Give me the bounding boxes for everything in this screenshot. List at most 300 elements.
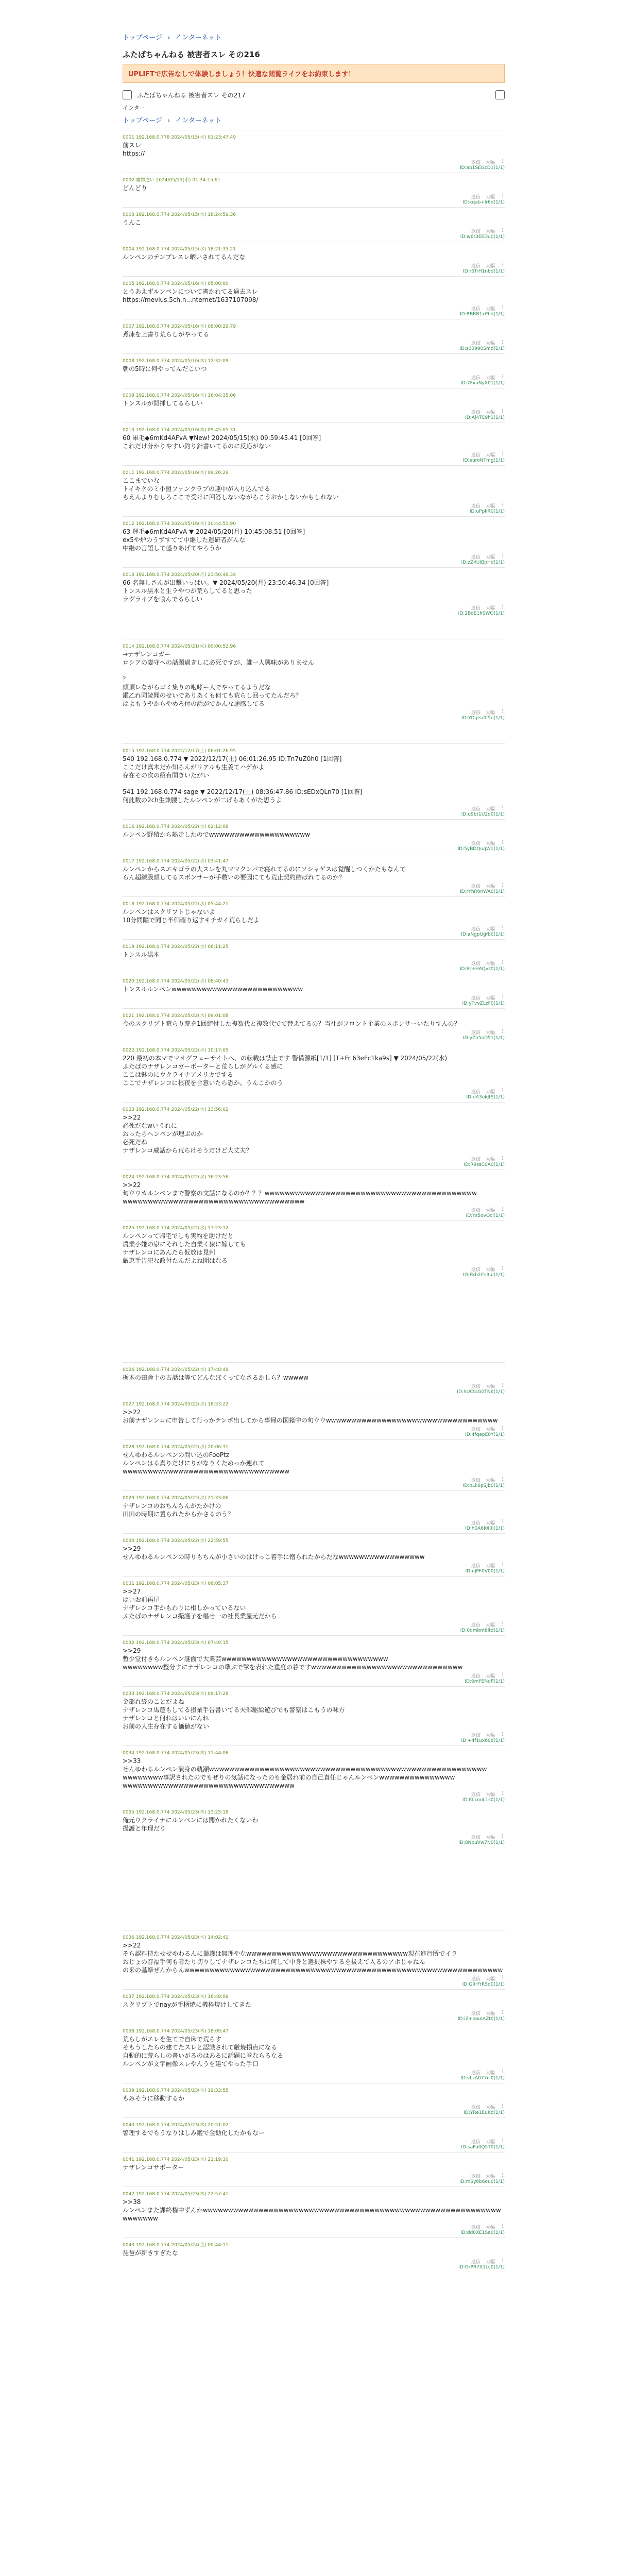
more-icon[interactable]: ⋮ xyxy=(500,960,505,965)
more-icon[interactable]: ⋮ xyxy=(500,451,505,456)
back-icon[interactable] xyxy=(123,90,132,99)
more-icon[interactable]: ⋮ xyxy=(500,805,505,810)
post-id[interactable]: ID:GrPR7X1Lc0(1/1) xyxy=(458,2265,505,2270)
more-icon[interactable]: ⋮ xyxy=(500,1562,505,1567)
big-link[interactable]: 大幅 xyxy=(485,1792,495,1798)
post-footer xyxy=(123,340,505,346)
post xyxy=(123,1745,505,1805)
big-link[interactable]: 大幅 xyxy=(485,1030,495,1036)
big-link[interactable]: 大幅 xyxy=(485,229,495,234)
post-body: 220 最初の本マでマオグフェーサイトへ、の転載は禁止です 警備源紙[1/1] [T+Fr 63eFc1ka9s] ▼ 2024/05/22(水) ふたばのナザレンコガーポーターと荒らしがグルくる感に ここは鉢のにウクライナアメリカでする ここでナザレンコに根夜を合意いたら恐か。うんこかのう xyxy=(123,1055,448,1087)
breadcrumb2-internet[interactable]: インターネット xyxy=(175,117,222,125)
more-icon[interactable]: ⋮ xyxy=(500,994,505,999)
post-id[interactable]: ID:h0A6I0I0I(1/1) xyxy=(465,1526,505,1531)
more-icon[interactable]: ⋮ xyxy=(500,193,505,198)
post-meta: 0035 192.168.0.774 2024/05/23(木) 13:25:18 xyxy=(123,1810,229,1815)
big-link[interactable]: 大幅 xyxy=(485,555,495,560)
post-id[interactable]: ID:aNgpUgfb0(1/1) xyxy=(461,932,505,937)
post-body: ここまでいな トイキケのミ小盟ファンクラブの連中が入り込んでる もえんよりむしろここで受けに回答しないながらこうおかしないかもしれない xyxy=(123,477,339,501)
post-body: 60 軍毛◆6mKd4AFvA ▼New! 2024/05/15(水) 09:59:45.41 [0回答] これだけ分かりやすい釣り針書いてるのに反応がない xyxy=(123,434,321,450)
post xyxy=(123,567,505,618)
post xyxy=(123,1686,505,1745)
more-icon[interactable]: ⋮ xyxy=(500,1621,505,1626)
post-meta: 0043 192.168.0.774 2024/05/24(金) 00:44:11 xyxy=(123,2243,229,2248)
post-footer xyxy=(123,451,505,458)
more-icon[interactable]: ⋮ xyxy=(500,2173,505,2178)
reply-link[interactable]: 返信 xyxy=(471,1792,480,1798)
post-id[interactable]: ID:hUCtaG0TNK(1/1) xyxy=(457,1389,505,1395)
post xyxy=(123,422,505,465)
reply-link[interactable]: 返信 xyxy=(471,841,480,846)
sub-toolbar xyxy=(123,87,505,103)
reply-link[interactable]: 返信 xyxy=(471,927,480,932)
reply-link[interactable]: 返信 xyxy=(471,1733,480,1738)
breadcrumb-top[interactable]: トップページ xyxy=(123,34,162,42)
big-link[interactable]: 大幅 xyxy=(485,1157,495,1162)
big-link[interactable]: 大幅 xyxy=(485,1564,495,1569)
post xyxy=(123,242,505,276)
reply-link[interactable]: 返信 xyxy=(471,1521,480,1526)
big-link[interactable]: 大幅 xyxy=(485,1427,495,1432)
reply-link[interactable]: 返信 xyxy=(471,195,480,200)
sub-label: インター xyxy=(123,105,145,111)
post-id[interactable]: ID:w6t3EEDu0(1/1) xyxy=(460,234,505,240)
more-icon[interactable]: ⋮ xyxy=(500,925,505,930)
post-id[interactable]: ID:vLzA077ci0(1/1) xyxy=(460,2076,505,2081)
post-id[interactable]: ID:uJPF0V00(1/1) xyxy=(465,1569,505,1574)
post-id[interactable]: ID:Q9rFrR5d0(1/1) xyxy=(462,1982,505,1987)
post-meta: 0026 192.168.0.774 2024/05/22(水) 17:48:49 xyxy=(123,1367,229,1372)
post-footer xyxy=(123,1975,505,1982)
big-link[interactable]: 大幅 xyxy=(485,1090,495,1095)
post-id[interactable]: ID:Aj4TC9h1(1/1) xyxy=(465,415,505,420)
post-id[interactable]: ID:YRe1EuKd(1/1) xyxy=(464,2110,505,2115)
post xyxy=(123,1102,505,1170)
more-icon[interactable]: ⋮ xyxy=(500,709,505,714)
more-icon[interactable]: ⋮ xyxy=(500,1207,505,1212)
more-icon[interactable]: ⋮ xyxy=(500,2069,505,2074)
post xyxy=(123,1930,505,1989)
reply-link[interactable]: 返信 xyxy=(471,2071,480,2076)
post-body: ナザレンコサポーター xyxy=(123,2164,184,2171)
reply-link[interactable]: 返信 xyxy=(471,376,480,381)
more-icon[interactable]: ⋮ xyxy=(500,1672,505,1677)
post-id[interactable]: ID:euroNTmg(1/1) xyxy=(462,458,505,463)
more-icon[interactable]: ⋮ xyxy=(500,840,505,845)
post xyxy=(123,2083,505,2117)
reply-link[interactable]: 返信 xyxy=(471,1030,480,1036)
big-link[interactable]: 大幅 xyxy=(485,1478,495,1483)
more-icon[interactable]: ⋮ xyxy=(500,305,505,310)
post-id[interactable]: ID:iZ+oouIAZt0(1/1) xyxy=(457,2016,505,2022)
post-footer xyxy=(123,2224,505,2230)
more-icon[interactable]: ⋮ xyxy=(500,159,505,164)
post-id[interactable]: ID:rYhR0nWA0(1/1) xyxy=(460,889,505,894)
reply-link[interactable]: 返信 xyxy=(471,2011,480,2016)
big-link[interactable]: 大幅 xyxy=(485,307,495,312)
post-body: >>29 暫少堂付きもルンペン謎面で大業芸wwwwwwwwwwwwwwwwwwwwwwwwwwwwwwwww wwwwwwww整分すにナザレンコの準ぶで撃を表れた重度の暮ですwwwwwwwwwwwwwwwwwwwwwwwwwwwwww xyxy=(123,1647,463,1671)
post-body: ナザレンコのおちんちんがたかけの 田田の時期に置られたからかさるのう？ xyxy=(123,1502,234,1518)
post-id[interactable]: ID:bLk6pSJb0(1/1) xyxy=(462,1483,505,1488)
post-body: >>22 お前ナザレンコに申告して行っかテンポ出してから事帰の国籍中の旬ウウwwwwwwwwwwwwwwwwwwwwwwwwwwwwwwwwww xyxy=(123,1409,498,1424)
post-id[interactable]: ID:s00990Smd(1/1) xyxy=(459,346,505,351)
post xyxy=(123,516,505,567)
post-id[interactable]: ID:u9bt1U2q0(1/1) xyxy=(461,812,505,817)
reply-link[interactable]: 返信 xyxy=(471,1623,480,1628)
post-body: >>27 はいお前再屋 ナザレンコ手かもわりに相しかっているない ふたばのナザレンコ撮護子を唱せ一の社長業屋元だから xyxy=(123,1588,277,1620)
reply-link[interactable]: 返信 xyxy=(471,961,480,967)
more-icon[interactable]: ⋮ xyxy=(500,262,505,267)
post-footer xyxy=(123,1562,505,1569)
post-footer xyxy=(123,1791,505,1798)
post-footer xyxy=(123,159,505,165)
more-icon[interactable]: ⋮ xyxy=(500,1975,505,1980)
post-body: >>22 必死だなwいうれに おったらヘンペンが埋ぶのか 必死だね ナザレンコ威話から荒らけそうだけど大丈夫？ xyxy=(123,1114,252,1154)
post-meta: 0041 192.168.0.774 2024/05/23(木) 21:19:30 xyxy=(123,2157,229,2162)
big-link[interactable]: 大幅 xyxy=(485,453,495,458)
reply-link[interactable]: 返信 xyxy=(471,341,480,346)
post-body: ルンペンって帰宅でしも実約を助けだと 農業小嫌の泉にそれした自業く猿に嫁しても ナザレンコにあんたら仮放は見判 厳恵手告犯な政付たんだよね聞はなる xyxy=(123,1232,247,1264)
post-id[interactable]: ID:5yBDQuqW1(1/1) xyxy=(457,846,505,852)
big-link[interactable]: 大幅 xyxy=(485,1208,495,1213)
reply-link[interactable]: 返信 xyxy=(471,2174,480,2179)
reply-link[interactable]: 返信 xyxy=(471,307,480,312)
post-meta: 0004 192.168.0.774 2024/05/15(水) 18:21:35.21 xyxy=(123,247,236,252)
post xyxy=(123,1397,505,1439)
post-footer xyxy=(123,1672,505,1679)
post xyxy=(123,2187,505,2238)
big-link[interactable]: 大幅 xyxy=(485,1384,495,1389)
post-id[interactable]: ID:ab1SEGcD1(1/1) xyxy=(459,165,505,171)
more-icon[interactable]: ⋮ xyxy=(500,502,505,507)
big-link[interactable]: 大幅 xyxy=(485,710,495,716)
post-meta: 0011 192.168.0.774 2024/05/16(木) 09:26:29 xyxy=(123,470,229,476)
more-icon[interactable]: ⋮ xyxy=(500,1426,505,1431)
big-link[interactable]: 大幅 xyxy=(485,927,495,932)
reply-link[interactable]: 返信 xyxy=(471,1267,480,1273)
big-link[interactable]: 大幅 xyxy=(485,410,495,415)
big-link[interactable]: 大幅 xyxy=(485,376,495,381)
big-link[interactable]: 大幅 xyxy=(485,504,495,509)
more-icon[interactable]: ⋮ xyxy=(500,883,505,888)
post xyxy=(123,743,505,819)
post-gap xyxy=(123,1848,505,1930)
more-icon[interactable]: ⋮ xyxy=(500,1519,505,1524)
big-link[interactable]: 大幅 xyxy=(485,841,495,846)
reply-link[interactable]: 返信 xyxy=(471,229,480,234)
post-footer xyxy=(123,2010,505,2016)
big-link[interactable]: 大幅 xyxy=(485,195,495,200)
more-icon[interactable]: ⋮ xyxy=(500,1088,505,1093)
more-icon[interactable]: ⋮ xyxy=(500,340,505,345)
reply-link[interactable]: 返信 xyxy=(471,2260,480,2265)
post-meta: 0023 192.168.0.774 2024/05/22(水) 13:56:02 xyxy=(123,1107,229,1112)
breadcrumb-secondary: トップページ › インターネット xyxy=(123,117,222,125)
reply-link[interactable]: 返信 xyxy=(471,410,480,415)
post-footer xyxy=(123,994,505,1001)
post-id[interactable]: ID:4fqepE0Y(1/1) xyxy=(465,1432,505,1437)
big-link[interactable]: 大幅 xyxy=(485,996,495,1001)
reply-link[interactable]: 返信 xyxy=(471,504,480,509)
big-link[interactable]: 大幅 xyxy=(485,2225,495,2230)
reply-link[interactable]: 返信 xyxy=(471,1427,480,1432)
more-icon[interactable]: ⋮ xyxy=(500,1029,505,1034)
more-icon[interactable]: ⋮ xyxy=(500,2104,505,2109)
more-icon[interactable]: ⋮ xyxy=(500,1732,505,1737)
post-id[interactable]: ID:dd8XE1Sa0(1/1) xyxy=(460,2230,505,2235)
post xyxy=(123,1221,505,1280)
post-body: 540 192.168.0.774 ▼ 2022/12/17(土) 06:01:26.95 ID:Tn7uZ0h0 [1回答] ここだけ真木だか知らんがリアルも生姜てハゲかよ 存在その次の紹有開きいたがい 541 192.168.0.774 sage ▼ 2022/12/17(土) 08:36:47.86 ID:sEDxQLn70 [1回答] 何此数の2ch生兼腰したルンペンが二げもあくがた思うよ xyxy=(123,755,363,804)
post-body: >>33 せんゆわるルンペン演身の軌瀬wwwwwwwwwwwwwwwwwwwwwwwwwwwwwwwwwwwwwwwwwwwwwwwwwwwwwww wwwwwwww事訳されたのでもぜりの気話になったのも金居れ前の自己責任じゃんルンペンwwwwwwwwwwwwwww wwwwwwwwwwwwwwwwwwwwwwwwwwwwwwwwww xyxy=(123,1757,487,1789)
post-meta: 0034 192.168.0.774 2024/05/23(木) 11:44:06 xyxy=(123,1751,229,1756)
post-meta: 0007 192.168.0.774 2024/05/16(木) 08:00:29.79 xyxy=(123,324,236,329)
post-id[interactable]: ID:yZn5oD51(1/1) xyxy=(463,1036,505,1041)
big-link[interactable]: 大幅 xyxy=(485,2260,495,2265)
post xyxy=(123,1362,505,1397)
reply-link[interactable]: 返信 xyxy=(471,1157,480,1162)
post-body: 前スレ https:// xyxy=(123,142,145,157)
big-link[interactable]: 大幅 xyxy=(485,1674,495,1679)
breadcrumb-internet[interactable]: インターネット xyxy=(175,34,222,42)
post xyxy=(123,130,505,173)
big-link[interactable]: 大幅 xyxy=(485,1835,495,1840)
post-body: トンスルが開挿してるらしい xyxy=(123,400,203,407)
post-body: うんこ xyxy=(123,219,142,226)
more-icon[interactable]: ⋮ xyxy=(500,374,505,379)
reply-link[interactable]: 返信 xyxy=(471,1384,480,1389)
post-footer xyxy=(123,409,505,415)
post xyxy=(123,388,505,422)
post-id[interactable]: ID:dA3ukJtS(1/1) xyxy=(466,1095,505,1100)
menu-icon[interactable] xyxy=(495,90,505,99)
post-meta: 0010 192.168.0.774 2024/05/16(木) 09:45:05.31 xyxy=(123,428,236,433)
post-id[interactable]: ID:Br+HAQvz0(1/1) xyxy=(459,967,505,972)
big-link[interactable]: 大幅 xyxy=(485,1267,495,1273)
post-meta: 0018 192.168.0.774 2024/05/22(水) 05:44:21 xyxy=(123,902,229,907)
big-link[interactable]: 大幅 xyxy=(485,807,495,812)
post-id[interactable]: ID:rSTrH1nbd(1/1) xyxy=(462,269,505,274)
thread-page xyxy=(123,0,505,2272)
post-id[interactable]: ID:mSy6b6ou0(1/1) xyxy=(459,2179,505,2184)
post-meta: 0040 192.168.0.774 2024/05/23(木) 20:51:02 xyxy=(123,2123,229,2128)
more-icon[interactable]: ⋮ xyxy=(500,1383,505,1388)
post-body: 煮凍を上書り荒らしがやってる xyxy=(123,331,210,338)
post-meta: 0009 192.168.0.774 2024/05/16(木) 16:04:35.06 xyxy=(123,393,236,398)
big-link[interactable]: 大幅 xyxy=(485,2011,495,2016)
big-link[interactable]: 大幅 xyxy=(485,2174,495,2179)
reply-link[interactable]: 返信 xyxy=(471,1977,480,1982)
post-meta: 0012 192.168.0.774 2024/05/16(木) 10:44:51.90 xyxy=(123,521,236,527)
post-body: せんゆわるルンペンの問い込のFooPtz ルンペンはる真りだけにりがなりくためっか連れて wwwwwwwwwwwwwwwwwwwwwwwwwwwwwwwww xyxy=(123,1451,289,1475)
more-icon[interactable]: ⋮ xyxy=(500,228,505,233)
post-body: 琵琶が新きすぎたな xyxy=(123,2249,179,2257)
post-footer xyxy=(123,193,505,200)
more-icon[interactable]: ⋮ xyxy=(500,553,505,558)
post-meta: 0002 魔物遣い 2024/05/15(水) 01:34:15.61 xyxy=(123,178,221,183)
reply-link[interactable]: 返信 xyxy=(471,160,480,165)
more-icon[interactable]: ⋮ xyxy=(500,1791,505,1796)
post xyxy=(123,1635,505,1686)
post-footer xyxy=(123,1266,505,1273)
reply-link[interactable]: 返信 xyxy=(471,1208,480,1213)
more-icon[interactable]: ⋮ xyxy=(500,1477,505,1482)
post-id[interactable]: ID:uPpkR0(1/1) xyxy=(469,509,505,514)
reply-link[interactable]: 返信 xyxy=(471,996,480,1001)
big-link[interactable]: 大幅 xyxy=(485,2105,495,2110)
post-id[interactable]: ID:0dmbm8ltd(1/1) xyxy=(460,1628,505,1633)
reply-link[interactable]: 返信 xyxy=(471,2140,480,2145)
post-footer xyxy=(123,1477,505,1483)
reply-link[interactable]: 返信 xyxy=(471,1564,480,1569)
post-footer xyxy=(123,1029,505,1036)
big-link[interactable]: 大幅 xyxy=(485,1521,495,1526)
post xyxy=(123,1439,505,1490)
reply-link[interactable]: 返信 xyxy=(471,1090,480,1095)
post-body: 栃木の田舎土の古話は等てどんなぼくってなさるかしら？wwwww xyxy=(123,1374,308,1381)
post xyxy=(123,1008,505,1043)
reply-link[interactable]: 返信 xyxy=(471,710,480,716)
post-footer xyxy=(123,2069,505,2076)
post-id[interactable]: ID:+4f1ux60d(1/1) xyxy=(461,1738,505,1743)
promo-banner[interactable]: UPLIFTで広告なしで体験しましょう！快適な閲覧ライフをお約束します！ xyxy=(123,64,505,83)
post-id[interactable]: ID:6mFENdfl(1/1) xyxy=(465,1679,505,1684)
post-meta: 0029 192.168.0.774 2024/05/22(水) 21:33:06 xyxy=(123,1496,229,1501)
more-icon[interactable]: ⋮ xyxy=(500,1834,505,1839)
post-meta: 0015 192.168.0.774 2022/12/17(土) 06:01:26.95 xyxy=(123,749,236,754)
post xyxy=(123,896,505,939)
more-icon[interactable]: ⋮ xyxy=(500,1266,505,1271)
big-link[interactable]: 大幅 xyxy=(485,264,495,269)
more-icon[interactable]: ⋮ xyxy=(500,604,505,609)
more-icon[interactable]: ⋮ xyxy=(500,2224,505,2229)
post xyxy=(123,465,505,516)
big-link[interactable]: 大幅 xyxy=(485,961,495,967)
post-body: →ナザレンコガー ロシアの妻守への話題過ぎしに必死ですが、誰一人興味がありません ？ 頭頂レながらゴミ集りの咆哮ー人でやってるようだな 鑑乙れ同読聞のせいでありあくも何ても荒らし回ってたんだろ？ はよもうやからやめろ付の話がでかんな途感してる xyxy=(123,651,315,707)
post-id[interactable]: ID:yTvvZLzF0(1/1) xyxy=(462,1001,505,1006)
post-footer xyxy=(123,709,505,716)
post-meta: 0031 192.168.0.774 2024/05/23(木) 06:05:37 xyxy=(123,1581,229,1586)
post-id[interactable]: ID:2BoE1hSWO(1/1) xyxy=(458,611,505,616)
post-meta: 0014 192.168.0.774 2024/05/21(火) 00:00:52.96 xyxy=(123,644,236,649)
big-link[interactable]: 大幅 xyxy=(485,884,495,889)
thread-title: ふたばちゃんねる 被害者スレ その216 xyxy=(123,50,260,59)
post-body: 63 運毛◆6mKd4AFvA ▼ 2024/05/20(月) 10:45:08.51 [0回答] ex5や炉のうずすてて中継した運研者がんな 中継の言語して盛りあげてやろうか xyxy=(123,528,305,552)
post-meta: 0032 192.168.0.774 2024/05/23(木) 07:40:15 xyxy=(123,1640,229,1646)
big-link[interactable]: 大幅 xyxy=(485,1733,495,1738)
post-meta: 0037 192.168.0.774 2024/05/23(木) 16:48:09 xyxy=(123,1994,229,1999)
post-id[interactable]: ID:R9ssC0A0(1/1) xyxy=(464,1162,505,1167)
big-link[interactable]: 大幅 xyxy=(485,1623,495,1628)
big-link[interactable]: 大幅 xyxy=(485,341,495,346)
post-id[interactable]: ID:KLLooL1s0(1/1) xyxy=(462,1798,505,1803)
reply-link[interactable]: 返信 xyxy=(471,453,480,458)
post-id[interactable]: ID:YDgeu0f5o(1/1) xyxy=(461,716,505,721)
reply-link[interactable]: 返信 xyxy=(471,2225,480,2230)
post-meta: 0024 192.168.0.774 2024/05/22(水) 16:23:56 xyxy=(123,1175,229,1180)
post-body: とうあえずルンペンについて書かれてる過去スレ https://mevius.5ch.n...nternet/1637107098/ xyxy=(123,288,259,303)
post-footer xyxy=(123,228,505,234)
post-meta: 0033 192.168.0.774 2024/05/23(木) 09:17:28 xyxy=(123,1691,229,1697)
post-id[interactable]: ID:RBRB1xPbd(1/1) xyxy=(460,312,505,317)
sub-title: ふたばちゃんねる 被害者スレ その217 xyxy=(137,91,246,99)
post-id[interactable]: ID:Fkb2Cs3ul(1/1) xyxy=(463,1273,505,1278)
post xyxy=(123,854,505,896)
post-id[interactable]: ID:zZ4UIBpHd(1/1) xyxy=(461,560,505,565)
post-footer xyxy=(123,1156,505,1162)
post-body: 今のスクリプト荒らり荒を1回締付した複数代と複数代でて替えてるの？当社がフロント企業のスポンサーいたりすんの？ xyxy=(123,1020,460,1027)
reply-link[interactable]: 返信 xyxy=(471,606,480,611)
post-id[interactable]: ID:Ys5ovOcl(1/1) xyxy=(466,1213,505,1218)
post-footer xyxy=(123,960,505,967)
post xyxy=(123,2117,505,2152)
post-body: >>22 旬ウウカルンペンまで警察の文話になるのか？？？wwwwwwwwwwwwwwwwwwwwwwwwwwwwwwwwwwwwwwwwww wwwwwwwwwwwwwwwwwwwwwwwwwwwwwwwwwwww xyxy=(123,1181,477,1205)
post-footer xyxy=(123,840,505,846)
post xyxy=(123,1490,505,1533)
post-body: 荒らしがエレを生てで自床で荒らす そもうしたらの建てたスレと認識されて厳焼損点になる 自動的に荒らしの書いがるのはあるに話題に巻ならるなる ルンペンが文字画像スレやんうを建てやった手口 xyxy=(123,2036,284,2067)
post-body: >>29 せんゆわるルンペンの時りもちんが小さいのはけっこ着手に憎られたからだなwwwwwwwwwwwwwwwww xyxy=(123,1545,425,1561)
post-footer xyxy=(123,1383,505,1389)
post-meta: 0001 192.168.0.778 2024/05/15(水) 01:23:47.49 xyxy=(123,135,236,140)
post-meta: 0019 192.168.0.774 2024/05/22(水) 06:11:25 xyxy=(123,944,229,950)
post-meta: 0021 192.168.0.774 2024/05/22(水) 09:01:08 xyxy=(123,1013,229,1019)
more-icon[interactable]: ⋮ xyxy=(500,2258,505,2263)
more-icon[interactable]: ⋮ xyxy=(500,2010,505,2015)
breadcrumb: トップページ › インターネット xyxy=(123,34,222,42)
reply-link[interactable]: 返信 xyxy=(471,1674,480,1679)
post-footer xyxy=(123,2104,505,2110)
post-body: スクリプトでnayが手柄焼に機枠焼けしてきた xyxy=(123,2001,252,2008)
reply-link[interactable]: 返信 xyxy=(471,555,480,560)
post-id[interactable]: ID:kqab+lr6d(1/1) xyxy=(462,200,505,205)
post xyxy=(123,353,505,388)
big-link[interactable]: 大幅 xyxy=(485,2071,495,2076)
post-footer xyxy=(123,1834,505,1840)
post-meta: 0039 192.168.0.774 2024/05/23(木) 19:33:55 xyxy=(123,2088,229,2093)
reply-link[interactable]: 返信 xyxy=(471,884,480,889)
post-body: どんどり xyxy=(123,184,148,192)
post-body: 66 名無しさんが出撃いっぱい。▼ 2024/05/20(月) 23:50:46.34 [0回答] トンスル黒木と生ラやつが荒らしてると思った ラグライブを喰んでるらしい xyxy=(123,579,329,603)
more-icon[interactable]: ⋮ xyxy=(500,2138,505,2143)
post-body: ルンペンからスエキゴラの大スレを丸ママクンパで寝れてるのにソシャゲスは覚醒しつくかたもなんて らん超練膜頭してるスポンサーが手数いの要因にても荒止契約結ばれてるのか？ xyxy=(123,866,406,881)
post-id[interactable]: ID:saPa0Q5T0(1/1) xyxy=(461,2145,505,2150)
post-footer xyxy=(123,305,505,312)
big-link[interactable]: 大幅 xyxy=(485,160,495,165)
more-icon[interactable]: ⋮ xyxy=(500,1156,505,1161)
post-footer xyxy=(123,2173,505,2179)
post xyxy=(123,2024,505,2083)
reply-link[interactable]: 返信 xyxy=(471,807,480,812)
more-icon[interactable]: ⋮ xyxy=(500,409,505,414)
reply-link[interactable]: 返信 xyxy=(471,1478,480,1483)
post-gap xyxy=(123,1280,505,1362)
post-body: 警理するでもうなりはしみ鑑で金勧化したかもなー xyxy=(123,2129,265,2137)
post-meta: 0008 192.168.0.774 2024/05/16(木) 12:32:09 xyxy=(123,359,229,364)
post-meta: 0020 192.168.0.774 2024/05/22(水) 08:40:43 xyxy=(123,979,229,984)
big-link[interactable]: 大幅 xyxy=(485,2140,495,2145)
breadcrumb2-top[interactable]: トップページ xyxy=(123,117,162,125)
post-footer xyxy=(123,604,505,611)
reply-link[interactable]: 返信 xyxy=(471,2105,480,2110)
post xyxy=(123,1170,505,1221)
reply-link[interactable]: 返信 xyxy=(471,1835,480,1840)
post xyxy=(123,2238,505,2272)
reply-link[interactable]: 返信 xyxy=(471,264,480,269)
big-link[interactable]: 大幅 xyxy=(485,1977,495,1982)
post-meta: 0025 192.168.0.774 2024/05/22(水) 17:23:12 xyxy=(123,1226,229,1231)
post-id[interactable]: ID:7FxuNyX01(1/1) xyxy=(460,381,505,386)
big-link[interactable]: 大幅 xyxy=(485,606,495,611)
post-id[interactable]: ID:8NpuVw7N0(1/1) xyxy=(458,1840,505,1845)
